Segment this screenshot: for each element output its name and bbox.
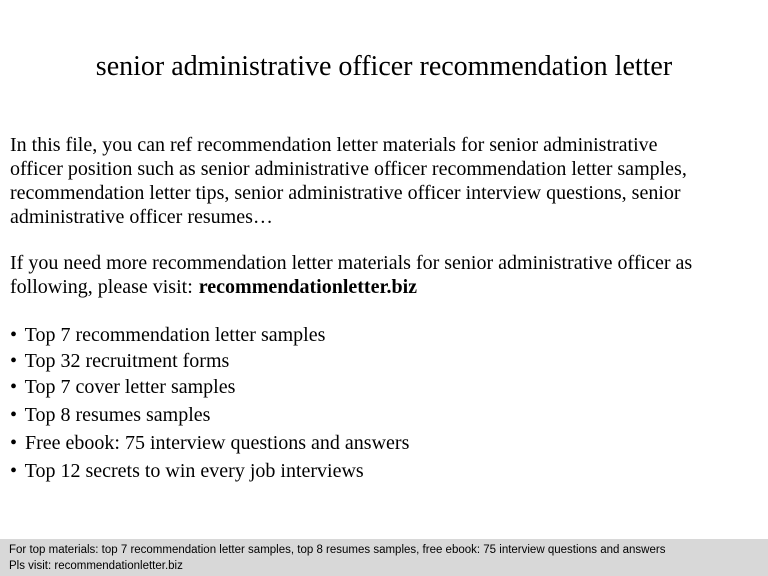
- footer-line: Pls visit: recommendationletter.biz: [9, 560, 183, 572]
- list-item: [10, 457, 409, 485]
- list-item-label: Top 7 recommendation letter samples: [24, 324, 326, 346]
- list-item-label: Free ebook: 75 interview questions and answers: [25, 432, 410, 454]
- footer-banner: [0, 539, 768, 576]
- visit-paragraph: [10, 251, 755, 299]
- list-item: [10, 401, 409, 429]
- visit-line: [10, 275, 755, 299]
- bullet-icon: •: [10, 350, 18, 372]
- intro-line: officer position such as senior administrative officer recommendation letter samples,: [10, 158, 687, 180]
- page-title: senior administrative officer recommendation letter: [95, 51, 673, 82]
- bullet-icon: •: [10, 376, 18, 398]
- intro-paragraph: [10, 133, 755, 229]
- list-item-label: Top 32 recruitment forms: [24, 350, 230, 372]
- bullet-icon: •: [10, 460, 18, 482]
- bullet-icon: •: [10, 324, 18, 346]
- intro-line: In this file, you can ref recommendation letter materials for senior administrative: [10, 134, 658, 156]
- list-item: [10, 321, 409, 349]
- site-link[interactable]: recommendationletter.biz: [198, 276, 418, 298]
- visit-line: If you need more recommendation letter materials for senior administrative officer as: [10, 252, 693, 274]
- list-item: [10, 429, 409, 457]
- footer-line: For top materials: top 7 recommendation letter samples, top 8 resumes samples, free ebook: 75 interview questions and answers: [9, 544, 666, 556]
- list-item-label: Top 8 resumes samples: [24, 404, 211, 426]
- materials-list: [10, 321, 409, 485]
- list-item-label: Top 7 cover letter samples: [24, 376, 236, 398]
- bullet-icon: •: [10, 404, 18, 426]
- list-item: [10, 373, 409, 401]
- visit-prefix: following, please visit:: [10, 276, 193, 298]
- intro-line: recommendation letter tips, senior administrative officer interview questions, senior: [10, 182, 681, 204]
- bullet-icon: •: [10, 432, 18, 454]
- intro-line: administrative officer resumes…: [10, 206, 273, 228]
- list-item: [10, 349, 409, 373]
- list-item-label: Top 12 secrets to win every job interviews: [24, 460, 364, 482]
